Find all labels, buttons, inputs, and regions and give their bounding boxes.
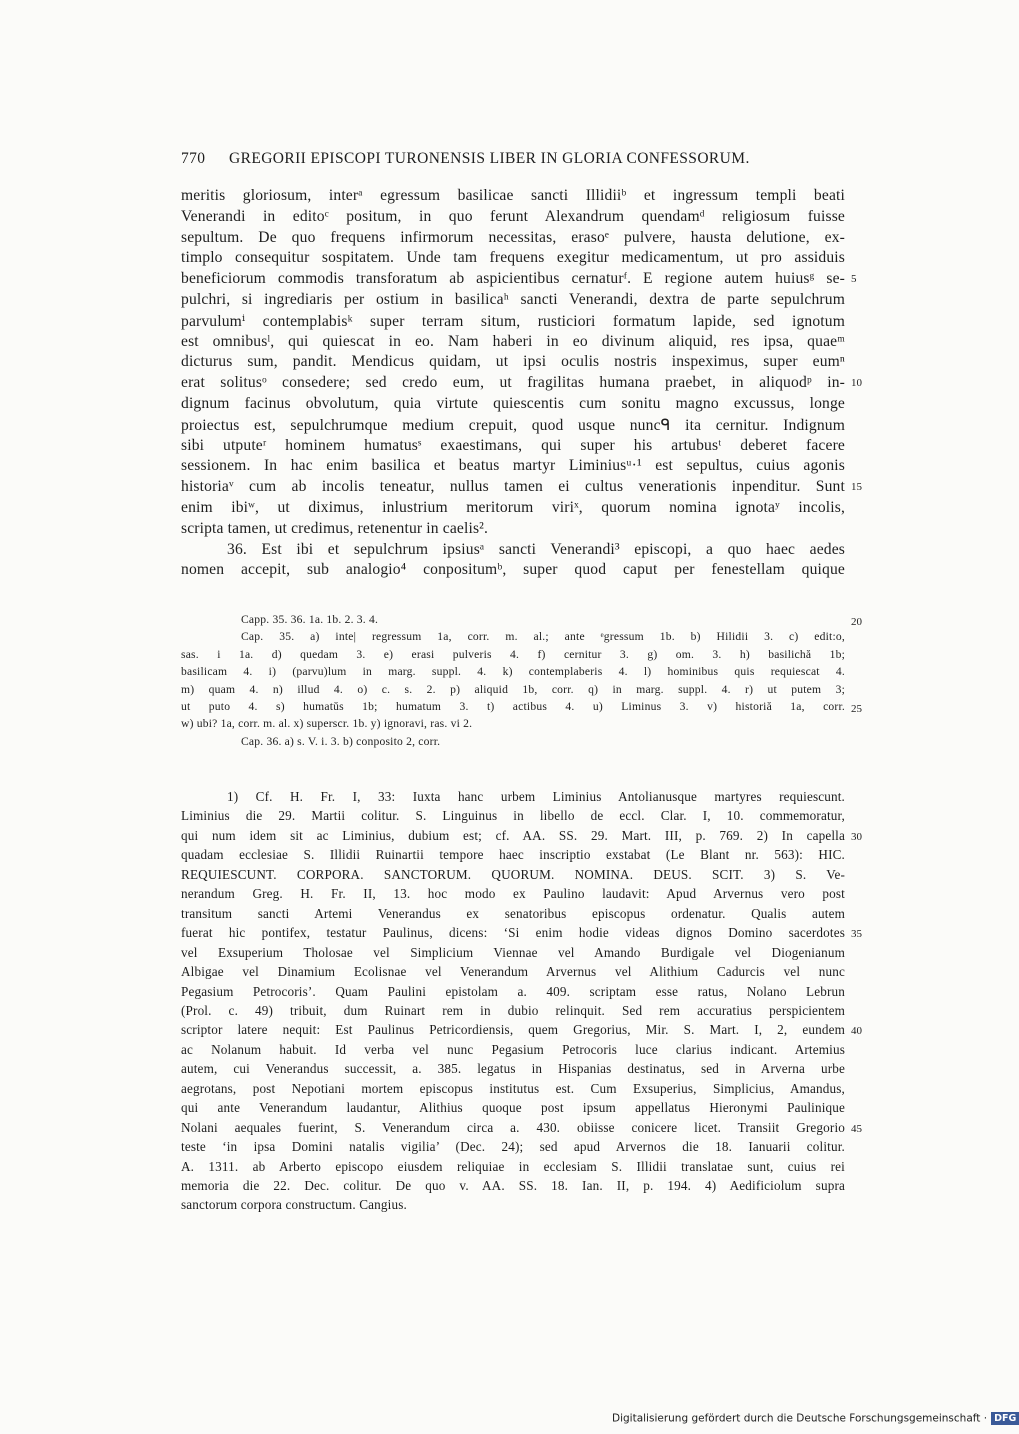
main-line: nomen accepit, sub analogio⁴ conpositumᵇ, super quod caput per fenestellam quique: [181, 561, 845, 579]
app-line: Capp. 35. 36. 1a. 1b. 2. 3. 4.: [241, 613, 379, 626]
main-line: dicturus sum, pandit. Mendicus quidam, ut ipsi oculis nostris inspeximus, super eumⁿ: [181, 353, 845, 371]
main-line: sepultum. De quo frequens infirmorum necessitas, erasoᵉ pulvere, hausta delutione, ex-: [181, 228, 845, 246]
notes-line: sanctorum corpora constructum. Cangius.: [181, 1197, 407, 1213]
main-line: beneficiorum commodis transforatum ab aspicientibus cernaturᶠ. E regione autem huiusᵍ se-: [181, 270, 845, 288]
app-line: basilicam 4. i) (parvu)lum in marg. suppl. 4. k) contemplaberis 4. l) hominibus quis requiescat 4.: [181, 665, 845, 679]
notes-line: ac Nolanum habuit. Id verba vel nunc Pegasium Petrocoris luce clarius indicant. Artemius: [181, 1041, 845, 1057]
app-line: Cap. 35. a) inte| regressum 1a, corr. m. al.; ante ᵉgressum 1b. b) Hilidii 3. c) edit:o,: [241, 630, 845, 644]
notes-line: transitum sancti Artemi Venerandus ex senatoribus episcopus ordenatur. Qualis autem: [181, 905, 845, 921]
line-number: 40: [851, 1025, 862, 1038]
running-header: [181, 150, 845, 174]
main-line: timplo consequitur sospitatem. Unde tam frequens exegitur medicamentum, ut pro assiduis: [181, 249, 845, 267]
app-line: w) ubi? 1a, corr. m. al. x) superscr. 1b. y) ignoravi, ras. vi 2.: [181, 717, 473, 731]
notes-line: A. 1311. ab Arberto episcopo eiusdem reliquiae in ecclesiam S. Illidii translatae sunt, cuius rei: [181, 1158, 845, 1174]
app-line: sas. i 1a. d) quedam 3. e) erasi pulveris 4. f) cernitur 3. g) om. 3. h) basilichă 1b;: [181, 647, 845, 661]
app-line: Cap. 36. a) s. V. i. 3. b) conposito 2, corr.: [241, 734, 441, 748]
page-number: 770: [181, 150, 206, 167]
main-line: est omnibusˡ, qui quiescat in eo. Nam haberi in eo divinum aliquid, res ipsa, quaeᵐ: [181, 332, 845, 350]
notes-line: autem, cui Venerandus successit, a. 385. legatus in Hispanias destinatus, sed in Arverna urbe: [181, 1061, 845, 1077]
notes-line: nerandum Greg. H. Fr. II, 13. hoc modo ex Paulino laudavit: Apud Arvernus vero post: [181, 886, 845, 902]
digitization-credit: [612, 1412, 1017, 1425]
main-line: sibi utputeʳ hominem humatusˢ exaestimans, qui super his artubusᵗ deberet facere: [181, 436, 845, 454]
main-line: 36. Est ibi et sepulchrum ipsiusᵃ sancti Venerandi³ episcopi, a quo haec aedes: [227, 540, 845, 558]
notes-line: REQUIESCUNT. CORPORA. SANCTORUM. QUORUM. NOMINA. DEUS. SCIT. 3) S. Ve-: [181, 866, 845, 882]
main-line: pulchri, si ingrediaris per ostium in basilicaʰ sancti Venerandi, dextra de parte sepulchrum: [181, 291, 845, 308]
app-line: m) quam 4. n) illud 4. o) c. s. 2. p) aliquid 1b, corr. q) in marg. suppl. 4. r) ut putem 3;: [181, 682, 845, 696]
notes-line: aegrotans, post Nepotiani mortem episcopus institutus est. Cum Exsuperius, Simplicius, Amandus,: [181, 1080, 845, 1096]
main-line: parvulumⁱ contemplabisᵏ super terram situm, rusticiori formatum lapide, sed ignotum: [181, 312, 845, 330]
line-number: 10: [851, 377, 862, 390]
main-line: meritis gloriosum, interᵃ egressum basilicae sancti Illidiiᵇ et ingressum templi beati: [181, 187, 845, 204]
notes-line: Nolani aequales fuerint, S. Venerandum circa a. 430. obiisse conicere licet. Transiit Gregorio: [181, 1119, 845, 1135]
app-line: ut puto 4. s) humatŭs 1b; humatum 3. t) actibus 4. u) Liminus 3. v) historiă 1a, corr.: [181, 700, 845, 713]
main-line: historiaᵛ cum ab incolis teneatur, nullus tamen ei cultus venerationis inpenditur. Sunt: [181, 478, 845, 496]
line-number: 5: [851, 273, 857, 286]
notes-line: quadam ecclesiae S. Illidii Ruinartii tempore haec inscriptio exstabat (Le Blant nr. 563): HIC.: [181, 847, 845, 863]
line-number: 35: [851, 928, 862, 941]
line-number: 20: [851, 616, 862, 628]
notes-line: scriptor latere nequit: Est Paulinus Petricordiensis, quem Gregorius, Mir. S. Mart. I, 2, eundem: [181, 1022, 845, 1038]
notes-line: 1) Cf. H. Fr. I, 33: Iuxta hanc urbem Liminius Antolianusque martyres requiescunt.: [227, 789, 845, 804]
line-number: 30: [851, 830, 862, 843]
notes-line: memoria die 22. Dec. colitur. De quo v. AA. SS. 18. Ian. II, p. 194. 4) Aedificiolum supra: [181, 1178, 845, 1193]
main-line: proiectus est, sepulchrumque medium crepuit, quod usque nuncᑫ ita cernitur. Indignum: [181, 416, 845, 434]
notes-line: Albigae vel Dinamium Ecolisnae vel Venerandum Arvernus vel Alithium Cadurcis vel nunc: [181, 964, 845, 980]
notes-line: qui num idem sit ac Liminius, dubium est; cf. AA. SS. 29. Mart. III, p. 769. 2) In capella: [181, 827, 845, 843]
notes-line: (Prol. c. 49) tribuit, dum Ruinart rem in dubio relinquit. Sed rem accuratius perspicientem: [181, 1002, 845, 1018]
running-title: GREGORII EPISCOPI TURONENSIS LIBER IN GLORIA CONFESSORUM.: [229, 150, 750, 167]
notes-line: qui ante Venerandum laudantur, Alithius quoque post ipsum appellatus Hieronymi Paulinique: [181, 1100, 845, 1116]
notes-line: vel Exsuperium Tholosae vel Simplicium Viennae vel Amando Burdigale vel Diogenianum: [181, 944, 845, 960]
notes-line: Liminius die 29. Martii colitur. S. Linguinus in libello de eccl. Clar. I, 10. commemoratur,: [181, 808, 845, 824]
main-line: Venerandi in editoᶜ positum, in quo ferunt Alexandrum quendamᵈ religiosum fuisse: [181, 207, 845, 225]
line-number: 15: [851, 481, 862, 494]
notes-line: Pegasium Petrocoris’. Quam Paulini epistolam a. 409. scriptam esse ratus, Nolano Lebrun: [181, 983, 845, 999]
main-line: erat solitusᵒ consedere; sed credo eum, ut fragilitas humana praebet, in aliquodᵖ in-: [181, 374, 845, 392]
dfg-logo: DFG: [991, 1412, 1019, 1425]
notes-line: teste ‘in ipsa Domini natalis vigilia’ (Dec. 24); sed apud Arvernos die 18. Ianuarii colitur.: [181, 1139, 845, 1155]
main-line: dignum facinus obvolutum, quia virtute quiescentis cum sonitu magno excussus, longe: [181, 395, 845, 412]
line-number: 45: [851, 1122, 862, 1135]
main-line: enim ibiʷ, ut diximus, inlustrium meritorum viriˣ, quorum nomina ignotaʸ incolis,: [181, 499, 845, 516]
main-line: sessionem. In hac enim basilica et beatus martyr Liminiusᵘ·¹ est sepultus, cuius agonis: [181, 457, 845, 475]
notes-line: fuerat hic pontifex, testatur Paulinus, dicens: ‘Si enim hodie videas dignos Domino sacerdotes: [181, 925, 845, 941]
credit-text: Digitalisierung gefördert durch die Deutsche Forschungsgemeinschaft ·: [612, 1412, 988, 1425]
main-line: scripta tamen, ut credimus, retenentur in caelis².: [181, 519, 489, 537]
line-number: 25: [851, 703, 862, 715]
